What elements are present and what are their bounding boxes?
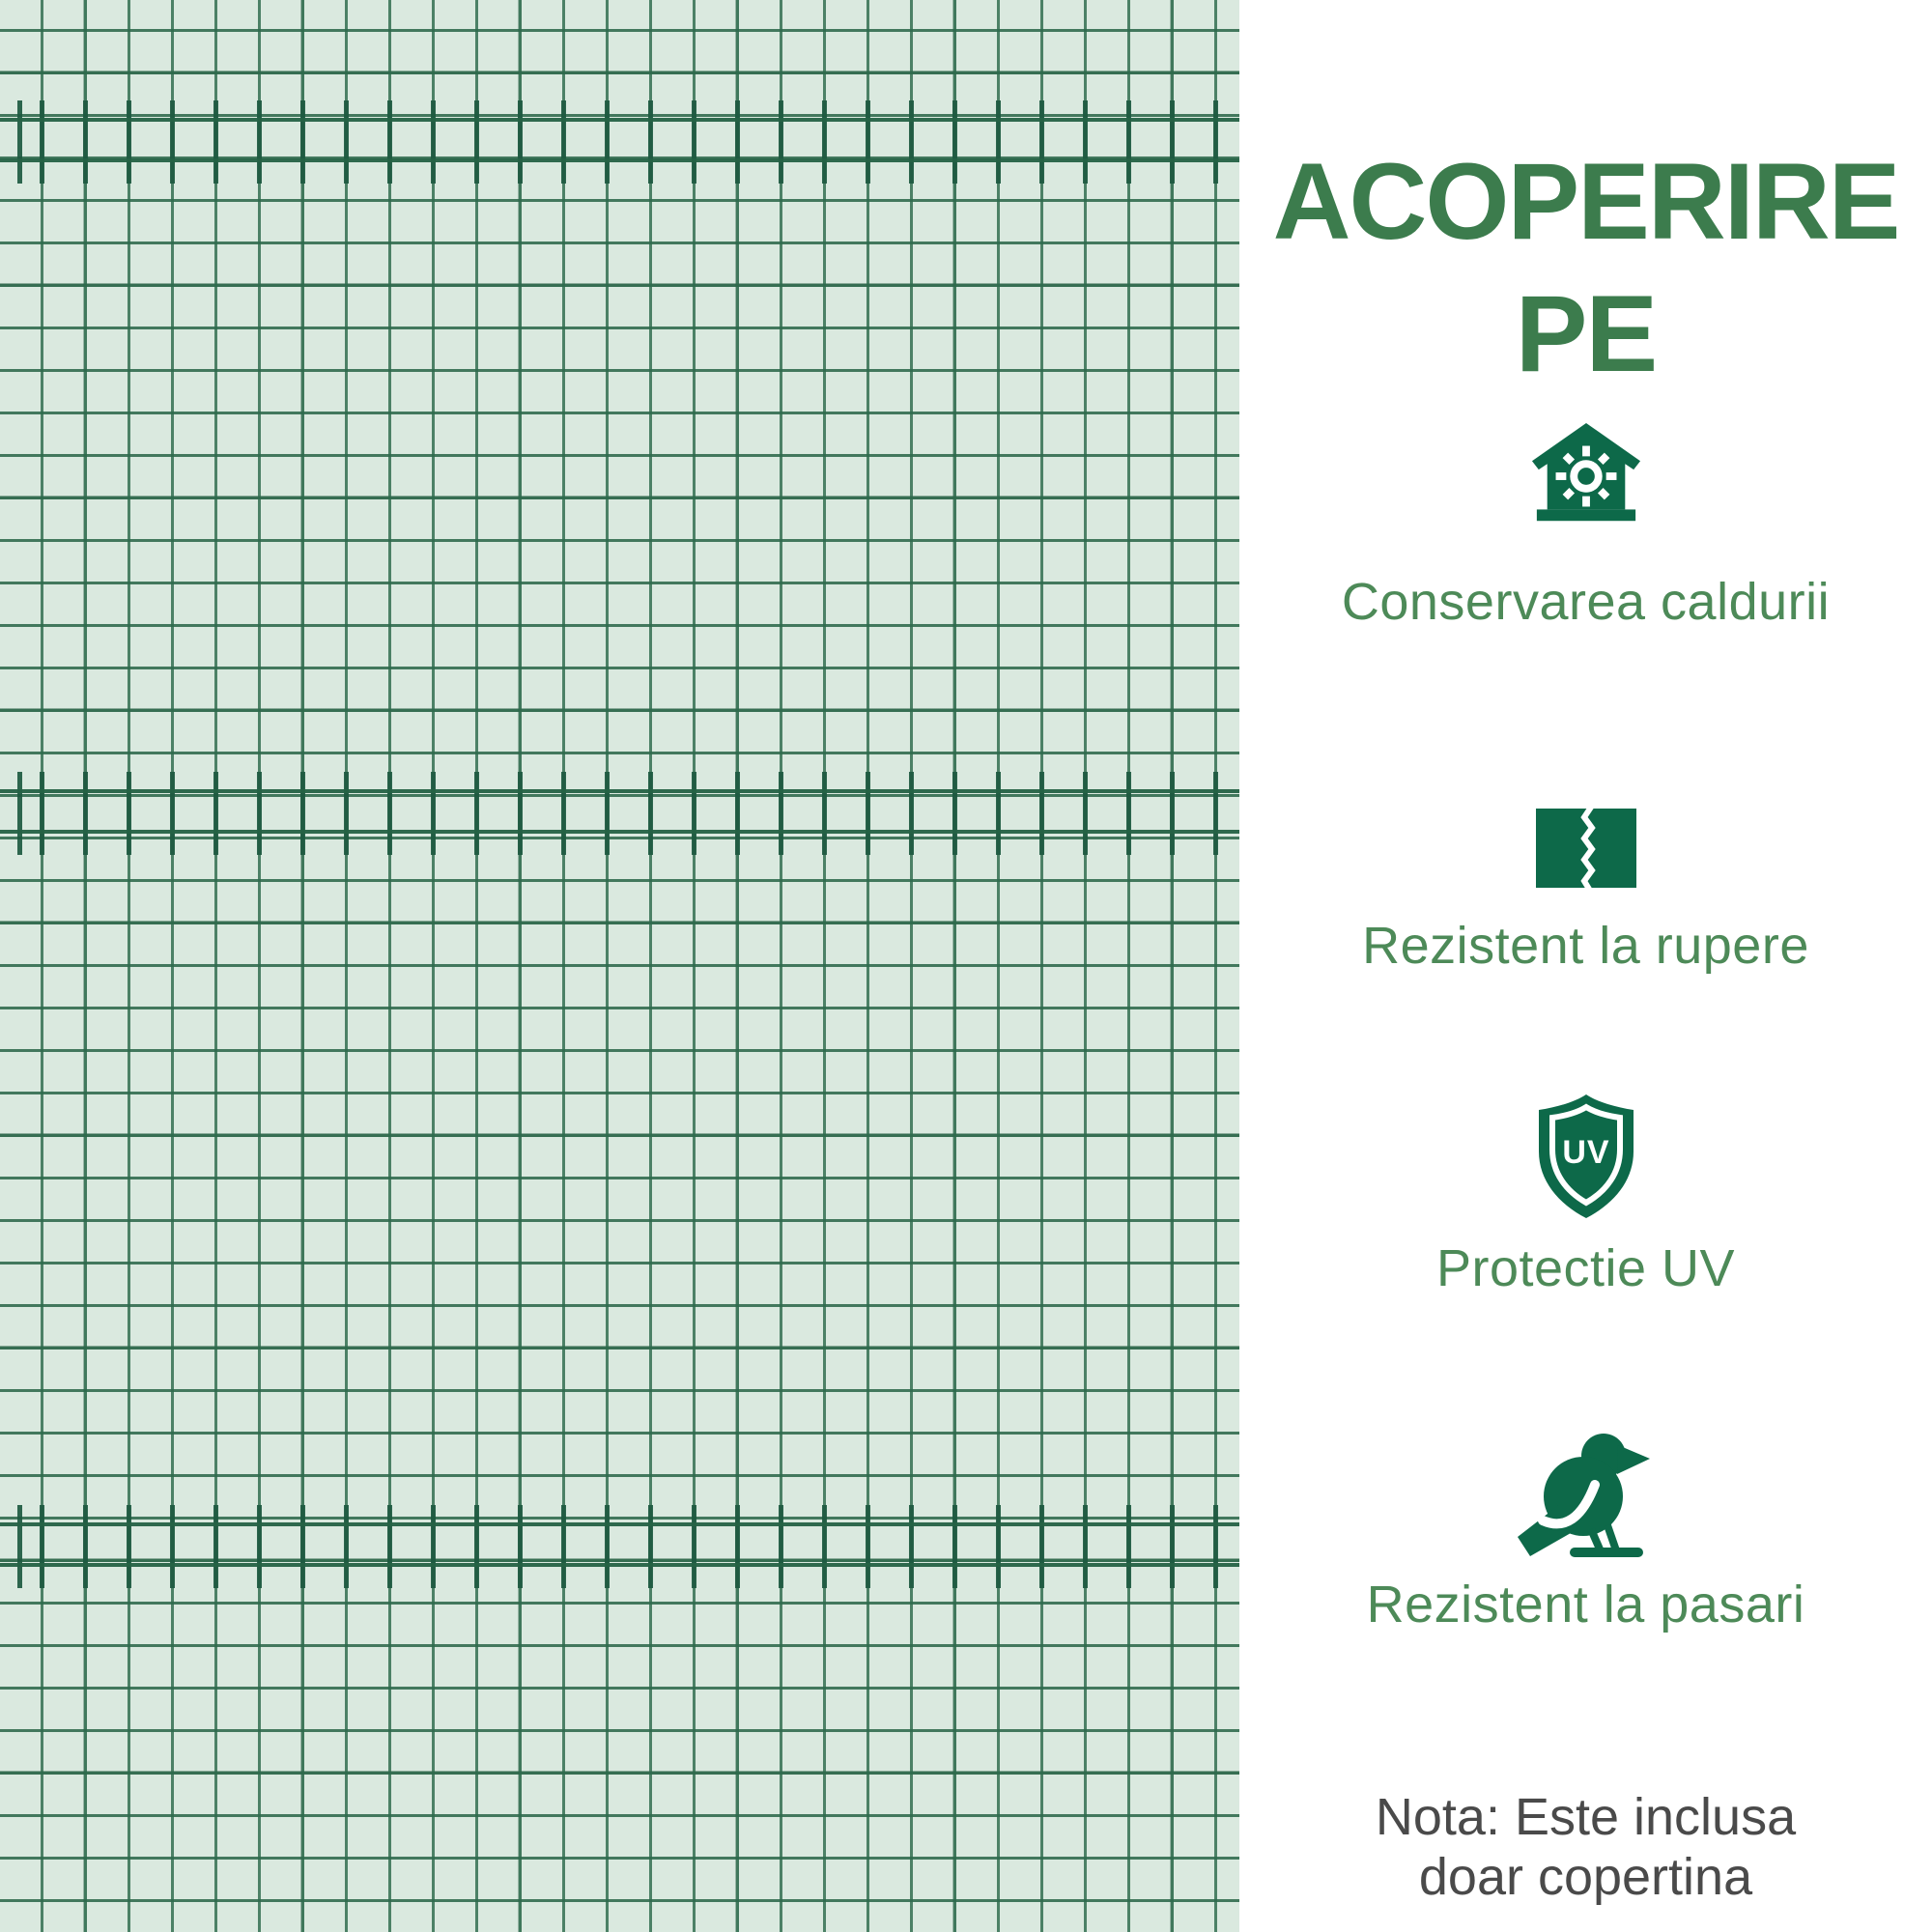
title-line-2: PE: [1515, 273, 1657, 394]
page-title: [1239, 135, 1932, 400]
mesh-seam-line: [0, 158, 1239, 162]
mesh-seam-band: [0, 100, 1239, 184]
note-line-2: doar copertina: [1418, 1848, 1753, 1906]
info-panel: [1239, 0, 1932, 1932]
mesh-seam-stitches: [0, 100, 1239, 184]
feature-label-tear: Rezistent la rupere: [1362, 917, 1809, 975]
mesh-seam-line: [0, 118, 1239, 122]
mesh-seam-line: [0, 1563, 1239, 1567]
mesh-seam-line: [0, 830, 1239, 834]
feature-label-heat: Conservarea caldurii: [1341, 573, 1831, 631]
uv-shield-icon: [1239, 1092, 1932, 1221]
title-line-1: ACOPERIRE: [1272, 141, 1899, 262]
greenhouse-sun-icon: [1239, 421, 1932, 533]
mesh-seam-band: [0, 1505, 1239, 1588]
mesh-seam-stitches: [0, 772, 1239, 855]
feature-label-bird: Rezistent la pasari: [1366, 1576, 1805, 1634]
feature-label-uv: Protectie UV: [1435, 1239, 1736, 1297]
mesh-seam-stitches: [0, 1505, 1239, 1588]
note-line-1: Nota: Este inclusa: [1375, 1788, 1797, 1846]
tear-resistant-fabric-icon: [1239, 809, 1932, 888]
inclusion-note: [1239, 1787, 1932, 1907]
mesh-seam-line: [0, 789, 1239, 793]
mesh-seam-band: [0, 772, 1239, 855]
mesh-seam-line: [0, 1522, 1239, 1526]
uv-shield-text: UV: [1561, 1134, 1610, 1171]
bird-icon: [1239, 1427, 1932, 1557]
